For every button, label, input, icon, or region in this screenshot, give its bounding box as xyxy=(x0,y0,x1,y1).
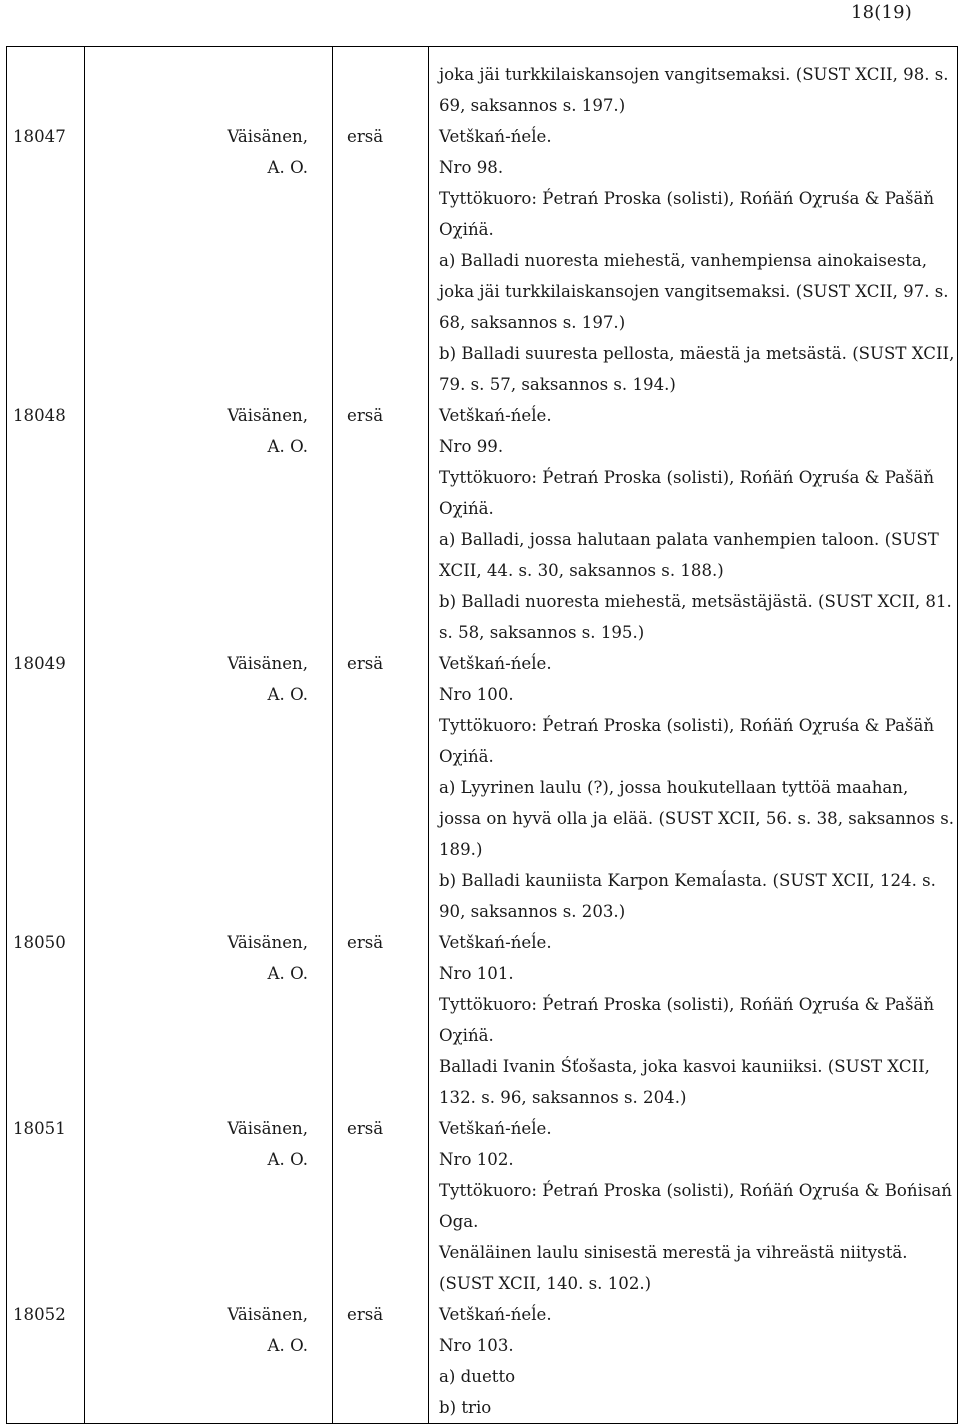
description-line: Venäläinen laulu sinisestä merestä ja vihreästä niitystä. xyxy=(439,1243,908,1262)
collector-initials: A. O. xyxy=(267,1336,308,1355)
catalog-entry xyxy=(7,400,958,648)
description-line: Oχińä. xyxy=(439,220,494,239)
recording-id: 18052 xyxy=(7,1299,85,1424)
language: ersä xyxy=(333,927,429,1113)
description-line: Nro 101. xyxy=(439,964,514,983)
description-line: jossa on hyvä olla ja elää. (SUST XCII, 56. s. 38, saksannos s. xyxy=(439,809,955,828)
description-line: Nro 100. xyxy=(439,685,514,704)
description-line: b) Balladi suuresta pellosta, mäestä ja metsästä. (SUST XCII, xyxy=(439,344,955,363)
description-line: Oχińä. xyxy=(439,1026,494,1045)
catalog-entry xyxy=(7,1299,958,1424)
description-cell xyxy=(429,47,958,122)
language: ersä xyxy=(333,1113,429,1299)
recording-id: 18049 xyxy=(7,648,85,927)
description-line: Tyttökuoro: Ṕetrań Proska (solisti), Rońäń Oχruśa & Pašäň xyxy=(439,468,935,487)
description-line: Vetškań-ńeĺe. xyxy=(439,1305,552,1324)
description-cell xyxy=(429,400,958,648)
description-line: Oχińä. xyxy=(439,747,494,766)
continuation-row xyxy=(7,47,958,122)
description-line: Balladi Ivanin Śťošasta, joka kasvoi kauniiksi. (SUST XCII, xyxy=(439,1057,930,1076)
collector-name: Väisänen, xyxy=(227,654,308,673)
description-line: a) Balladi nuoresta miehestä, vanhempiensa ainokaisesta, xyxy=(439,251,928,270)
description-cell xyxy=(429,121,958,400)
description-line: b) Balladi nuoresta miehestä, metsästäjästä. (SUST XCII, 81. xyxy=(439,592,952,611)
description-line: Vetškań-ńeĺe. xyxy=(439,406,552,425)
description-line: Nro 103. xyxy=(439,1336,514,1355)
recording-catalog-table xyxy=(6,46,958,1424)
collector-initials: A. O. xyxy=(267,685,308,704)
description-line: (SUST XCII, 140. s. 102.) xyxy=(439,1274,652,1293)
description-line: Tyttökuoro: Ṕetrań Proska (solisti), Rońäń Oχruśa & Pašäň xyxy=(439,716,935,735)
description-line: Vetškań-ńeĺe. xyxy=(439,933,552,952)
description-line: b) Balladi kauniista Karpon Kemaĺasta. (SUST XCII, 124. s. xyxy=(439,871,936,890)
recording-id: 18047 xyxy=(7,121,85,400)
description-line: s. 58, saksannos s. 195.) xyxy=(439,623,645,642)
collector-name: Väisänen, xyxy=(227,1305,308,1324)
description-line: a) duetto xyxy=(439,1367,516,1386)
recording-id: 18050 xyxy=(7,927,85,1113)
description-line: a) Lyyrinen laulu (?), jossa houkutellaan tyttöä maahan, xyxy=(439,778,909,797)
language: ersä xyxy=(333,121,429,400)
description-line: Nro 99. xyxy=(439,437,504,456)
collector-cell xyxy=(85,648,333,927)
description-line: 189.) xyxy=(439,840,483,859)
language: ersä xyxy=(333,1299,429,1424)
description-line: joka jäi turkkilaiskansojen vangitsemaksi. (SUST XCII, 97. s. xyxy=(439,282,949,301)
description-line: 68, saksannos s. 197.) xyxy=(439,313,626,332)
description-line: joka jäi turkkilaiskansojen vangitsemaksi. (SUST XCII, 98. s. xyxy=(439,65,949,84)
collector-name: Väisänen, xyxy=(227,406,308,425)
description-cell xyxy=(429,648,958,927)
description-line: Vetškań-ńeĺe. xyxy=(439,1119,552,1138)
language-cell xyxy=(333,47,429,122)
description-line: Oga. xyxy=(439,1212,479,1231)
catalog-entry xyxy=(7,121,958,400)
description-line: Vetškań-ńeĺe. xyxy=(439,127,552,146)
description-cell xyxy=(429,1299,958,1424)
description-cell xyxy=(429,927,958,1113)
description-line: Tyttökuoro: Ṕetrań Proska (solisti), Rońäń Oχruśa & Pašäň xyxy=(439,189,935,208)
collector-cell xyxy=(85,1113,333,1299)
collector-cell xyxy=(85,927,333,1113)
page-number: 18(19) xyxy=(850,2,912,23)
recording-id: 18048 xyxy=(7,400,85,648)
catalog-entry xyxy=(7,1113,958,1299)
description-line: Oχińä. xyxy=(439,499,494,518)
description-line: Vetškań-ńeĺe. xyxy=(439,654,552,673)
collector-initials: A. O. xyxy=(267,1150,308,1169)
language: ersä xyxy=(333,648,429,927)
collector-initials: A. O. xyxy=(267,437,308,456)
description-line: 132. s. 96, saksannos s. 204.) xyxy=(439,1088,687,1107)
description-line: Tyttökuoro: Ṕetrań Proska (solisti), Rońäń Oχruśa & Bońisań xyxy=(439,1181,952,1200)
description-line: Nro 102. xyxy=(439,1150,514,1169)
description-line: XCII, 44. s. 30, saksannos s. 188.) xyxy=(439,561,724,580)
description-line: Nro 98. xyxy=(439,158,504,177)
language: ersä xyxy=(333,400,429,648)
description-cell xyxy=(429,1113,958,1299)
description-line: 79. s. 57, saksannos s. 194.) xyxy=(439,375,676,394)
collector-name: Väisänen, xyxy=(227,127,308,146)
description-line: b) trio xyxy=(439,1398,492,1417)
collector-initials: A. O. xyxy=(267,964,308,983)
description-line: 90, saksannos s. 203.) xyxy=(439,902,626,921)
collector-cell xyxy=(85,47,333,122)
collector-cell xyxy=(85,121,333,400)
collector-name: Väisänen, xyxy=(227,933,308,952)
recording-id-cell xyxy=(7,47,85,122)
catalog-entry xyxy=(7,648,958,927)
catalog-entry xyxy=(7,927,958,1113)
recording-id: 18051 xyxy=(7,1113,85,1299)
collector-cell xyxy=(85,400,333,648)
collector-cell xyxy=(85,1299,333,1424)
collector-name: Väisänen, xyxy=(227,1119,308,1138)
description-line: 69, saksannos s. 197.) xyxy=(439,96,626,115)
description-line: a) Balladi, jossa halutaan palata vanhempien taloon. (SUST xyxy=(439,530,939,549)
description-line: Tyttökuoro: Ṕetrań Proska (solisti), Rońäń Oχruśa & Pašäň xyxy=(439,995,935,1014)
collector-initials: A. O. xyxy=(267,158,308,177)
